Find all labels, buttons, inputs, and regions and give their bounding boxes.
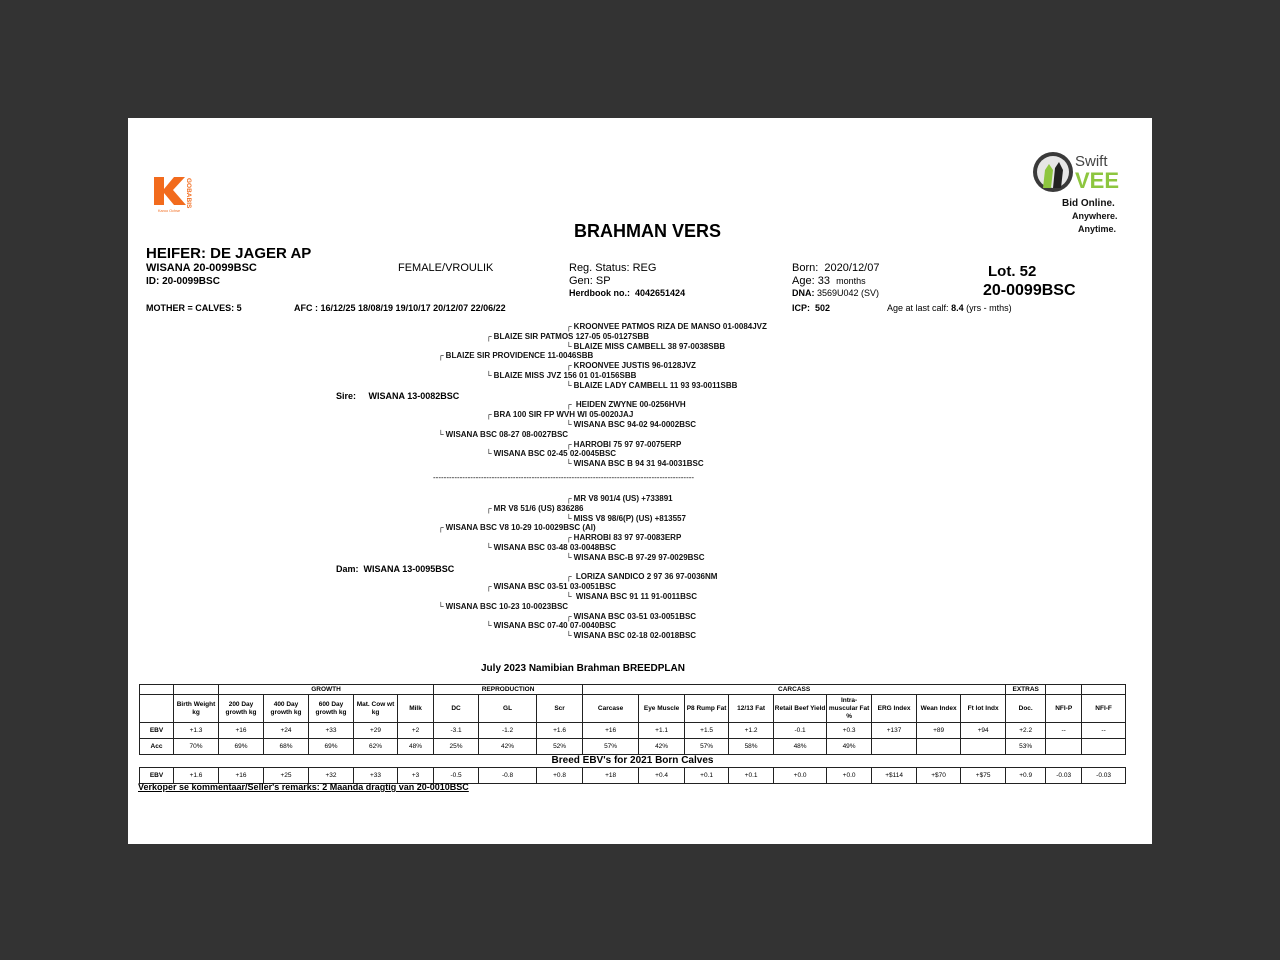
svg-text:GOBABIS: GOBABIS: [185, 178, 192, 209]
herdbook-number: 4042651424: [635, 288, 686, 298]
pedigree-ancestor: [566, 342, 725, 351]
table-cell: 57%: [583, 739, 639, 755]
pedigree-ancestor: [566, 459, 704, 468]
table-cell: +25: [264, 768, 309, 784]
table-cell: 57%: [685, 739, 729, 755]
table-cell: 49%: [827, 739, 872, 755]
column-header: Ft lot Indx: [961, 695, 1006, 723]
dna: [792, 288, 879, 298]
table-cell: +18: [583, 768, 639, 784]
breedplan-table: [139, 684, 1126, 784]
age-last-calf: [887, 303, 1012, 313]
pedigree-ancestor: [486, 543, 616, 552]
group-header: [1046, 685, 1082, 695]
column-header: Intra-muscular Fat %: [827, 695, 872, 723]
table-cell: +32: [309, 768, 354, 784]
icp-label: ICP:: [792, 303, 810, 313]
table-cell: +1.2: [729, 723, 774, 739]
pedigree-ancestor: [566, 440, 681, 449]
group-header: [140, 685, 174, 695]
table-cell: +89: [917, 723, 961, 739]
table-cell: +2.2: [1006, 723, 1046, 739]
ancestor-name: BLAIZE MISS JVZ 156 01 01-0156SBB: [493, 371, 637, 380]
table-cell: +1.5: [685, 723, 729, 739]
sire: [336, 391, 459, 401]
age-last-calf-value: 8.4: [951, 303, 964, 313]
ancestor-name: WISANA BSC 07-40 07-0040BSC: [493, 621, 617, 631]
ancestor-name: MR V8 51/6 (US) 836286: [493, 503, 584, 513]
bracket-bottom-icon: └: [438, 429, 444, 439]
bracket-bottom-icon: └: [566, 592, 572, 601]
pedigree-ancestor: [438, 351, 593, 360]
svg-text:Swift: Swift: [1075, 153, 1108, 170]
svg-text:VEE: VEE: [1075, 168, 1120, 193]
born-date: 2020/12/07: [824, 262, 880, 274]
ancestor-name: KROONVEE PATMOS RIZA DE MANSO 01-0084JVZ: [573, 322, 767, 331]
pedigree-ancestor: [566, 361, 696, 370]
pedigree-ancestor: [566, 631, 696, 640]
bracket-top-icon: ┌: [486, 503, 492, 513]
table-cell: 53%: [1006, 739, 1046, 755]
table-cell: +16: [219, 723, 264, 739]
column-header: NFI-F: [1082, 695, 1126, 723]
ancestor-name: BRA 100 SIR FP WVH WI 05-0020JAJ: [493, 410, 634, 420]
dam-name: WISANA 13-0095BSC: [363, 564, 455, 574]
column-header: [140, 695, 174, 723]
svg-text:Anywhere.: Anywhere.: [1072, 211, 1118, 221]
pedigree-ancestor: [438, 523, 596, 532]
table-cell: --: [1082, 723, 1126, 739]
born-label: Born:: [792, 262, 819, 274]
column-header: 400 Day growth kg: [264, 695, 309, 723]
born: [792, 262, 879, 274]
bracket-bottom-icon: └: [486, 449, 492, 459]
herdbook-label: Herdbook no.:: [569, 288, 630, 298]
ancestor-name: WISANA BSC 02-18 02-0018BSC: [573, 631, 697, 641]
bracket-top-icon: ┌: [438, 351, 444, 361]
column-header: ERG Index: [872, 695, 917, 723]
ancestor-name: WISANA BSC-B 97-29 97-0029BSC: [573, 552, 705, 562]
svg-text:Karoo Ochse: Karoo Ochse: [158, 209, 181, 213]
group-header: GROWTH: [219, 685, 434, 695]
lot-id: 20-0099BSC: [983, 282, 1076, 299]
bracket-top-icon: ┌: [486, 331, 492, 341]
bracket-bottom-icon: └: [566, 341, 572, 351]
table-cell: 25%: [434, 739, 479, 755]
age-unit: months: [836, 276, 866, 286]
pedigree-ancestor: [566, 494, 673, 503]
table-cell: +137: [872, 723, 917, 739]
bracket-top-icon: ┌: [566, 494, 572, 503]
page-title: BRAHMAN VERS: [574, 221, 722, 241]
table-cell: +$114: [872, 768, 917, 784]
dam: [336, 564, 454, 574]
icp-value: 502: [815, 303, 831, 313]
table-cell: +$75: [961, 768, 1006, 784]
column-header: Doc.: [1006, 695, 1046, 723]
bracket-bottom-icon: └: [566, 631, 572, 641]
ancestor-name: KROONVEE JUSTIS 96-0128JVZ: [573, 361, 696, 371]
sire-name: WISANA 13-0082BSC: [368, 391, 460, 401]
dna-label: DNA:: [792, 288, 815, 298]
herdbook: [569, 288, 685, 298]
bracket-top-icon: ┌: [486, 582, 492, 592]
column-header: DC: [434, 695, 479, 723]
table-cell: +$70: [917, 768, 961, 784]
ancestor-name: WISANA BSC 03-51 03-0051BSC: [493, 582, 617, 592]
bracket-bottom-icon: └: [566, 459, 572, 469]
table-cell: +0.0: [827, 768, 872, 784]
animal-name: WISANA 20-0099BSC: [146, 262, 257, 274]
column-header: GL: [479, 695, 537, 723]
bracket-top-icon: ┌: [566, 361, 572, 371]
column-header: Milk: [398, 695, 434, 723]
table-cell: 70%: [174, 739, 219, 755]
bracket-top-icon: ┌: [566, 400, 572, 410]
ancestor-name: WISANA BSC 10-23 10-0023BSC: [445, 601, 569, 611]
table-cell: +29: [354, 723, 398, 739]
column-header: 600 Day growth kg: [309, 695, 354, 723]
pedigree-ancestor: [486, 449, 616, 458]
ancestor-name: BLAIZE MISS CAMBELL 38 97-0038SBB: [573, 341, 726, 351]
pedigree-ancestor: [566, 420, 696, 429]
bracket-top-icon: ┌: [566, 439, 572, 449]
table-cell: +0.0: [774, 768, 827, 784]
sire-label: Sire:: [336, 391, 357, 401]
pedigree-ancestor: [486, 504, 584, 513]
column-header: Retail Beef Yield: [774, 695, 827, 723]
table-cell: +0.1: [729, 768, 774, 784]
pedigree-divider: --------------------------------------------------------------------------------------------------: [433, 473, 695, 482]
table-cell: +33: [309, 723, 354, 739]
pedigree-ancestor: [486, 621, 616, 630]
ancestor-name: MR V8 901/4 (US) +733891: [573, 494, 673, 503]
table-cell: -3.1: [434, 723, 479, 739]
animal-id: ID: 20-0099BSC: [146, 276, 220, 287]
bracket-bottom-icon: └: [486, 371, 492, 380]
table-row: [140, 723, 1126, 739]
table-cell: +16: [583, 723, 639, 739]
age-value: 33: [817, 275, 830, 287]
age-last-calf-label: Age at last calf:: [887, 303, 949, 313]
table-cell: -0.8: [479, 768, 537, 784]
column-header: Carcase: [583, 695, 639, 723]
table-cell: 69%: [309, 739, 354, 755]
bracket-top-icon: ┌: [566, 611, 572, 621]
table-cell: [1046, 739, 1082, 755]
swiftvee-logo: [1031, 148, 1121, 238]
svg-text:Bid Online.: Bid Online.: [1062, 198, 1115, 209]
bracket-bottom-icon: └: [566, 513, 572, 523]
table-cell: 48%: [398, 739, 434, 755]
pedigree-ancestor: [566, 400, 686, 409]
column-header: Wean Index: [917, 695, 961, 723]
bracket-bottom-icon: └: [486, 621, 492, 631]
table-cell: 68%: [264, 739, 309, 755]
ancestor-name: WISANA BSC 02-45 02-0045BSC: [493, 449, 617, 459]
column-header: Eye Muscle: [639, 695, 685, 723]
row-label: EBV: [140, 723, 174, 739]
column-header: NFI-P: [1046, 695, 1082, 723]
row-label: Acc: [140, 739, 174, 755]
group-header: EXTRAS: [1006, 685, 1046, 695]
breed-ebv-title: Breed EBV's for 2021 Born Calves: [551, 755, 714, 766]
ancestor-name: WISANA BSC 94-02 94-0002BSC: [573, 420, 697, 429]
bracket-top-icon: ┌: [566, 572, 572, 582]
age-last-calf-unit: (yrs - mths): [966, 303, 1012, 313]
bracket-bottom-icon: └: [566, 380, 572, 390]
column-header: 200 Day growth kg: [219, 695, 264, 723]
bracket-top-icon: ┌: [566, 322, 572, 331]
ancestor-name: WISANA BSC V8 10-29 10-0029BSC (AI): [445, 523, 596, 533]
bracket-bottom-icon: └: [438, 601, 444, 611]
pedigree-ancestor: [438, 602, 568, 611]
table-cell: +94: [961, 723, 1006, 739]
bracket-top-icon: ┌: [486, 410, 492, 420]
ancestor-name: BLAIZE SIR PATMOS 127-05 05-0127SBB: [493, 331, 649, 341]
ancestor-name: HEIDEN ZWYNE 00-0256HVH: [573, 400, 686, 410]
mother-calves: MOTHER = CALVES: 5: [146, 303, 242, 313]
ancestor-name: LORIZA SANDICO 2 97 36 97-0036NM: [573, 572, 718, 582]
pedigree-ancestor: [486, 371, 636, 380]
table-cell: -0.03: [1046, 768, 1082, 784]
ancestor-name: WISANA BSC 03-48 03-0048BSC: [493, 543, 617, 552]
breedplan-title: July 2023 Namibian Brahman BREEDPLAN: [481, 663, 685, 674]
table-cell: +1.6: [174, 768, 219, 784]
lot-number: Lot. 52: [988, 263, 1037, 280]
column-header: Mat. Cow wt kg: [354, 695, 398, 723]
group-header: REPRODUCTION: [434, 685, 583, 695]
pedigree-ancestor: [566, 612, 696, 621]
pedigree-ancestor: [566, 381, 737, 390]
pedigree-ancestor: [566, 572, 717, 581]
table-cell: --: [1046, 723, 1082, 739]
pedigree-ancestor: [566, 592, 697, 601]
dna-value: 3569U042 (SV): [817, 288, 880, 298]
ancestor-name: WISANA BSC 08-27 08-0027BSC: [445, 429, 569, 439]
table-cell: +1.6: [537, 723, 583, 739]
ancestor-name: WISANA BSC 91 11 91-0011BSC: [573, 592, 697, 601]
pedigree-ancestor: [486, 332, 649, 341]
table-cell: 58%: [729, 739, 774, 755]
bracket-top-icon: ┌: [566, 533, 572, 543]
table-cell: +2: [398, 723, 434, 739]
column-header: Birth Weight kg: [174, 695, 219, 723]
column-header: P8 Rump Fat: [685, 695, 729, 723]
gen: Gen: SP: [569, 275, 611, 287]
table-cell: 42%: [479, 739, 537, 755]
table-cell: +0.3: [827, 723, 872, 739]
pedigree-ancestor: [486, 410, 633, 419]
svg-text:Anytime.: Anytime.: [1078, 224, 1117, 234]
age-label: Age:: [792, 275, 815, 287]
dam-label: Dam:: [336, 564, 359, 574]
table-cell: 48%: [774, 739, 827, 755]
group-header: [174, 685, 219, 695]
pedigree-ancestor: [566, 514, 686, 523]
pedigree-ancestor: [566, 322, 767, 331]
column-header: 12/13 Fat: [729, 695, 774, 723]
pedigree-ancestor: [486, 582, 616, 591]
bracket-bottom-icon: └: [566, 552, 572, 562]
table-cell: -1.2: [479, 723, 537, 739]
ancestor-name: WISANA BSC B 94 31 94-0031BSC: [573, 459, 704, 469]
table-cell: +33: [354, 768, 398, 784]
icp: [792, 303, 830, 313]
table-cell: 69%: [219, 739, 264, 755]
table-cell: [917, 739, 961, 755]
table-cell: [872, 739, 917, 755]
gobabis-logo: [152, 175, 202, 215]
table-cell: +3: [398, 768, 434, 784]
pedigree-ancestor: [566, 553, 705, 562]
ancestor-name: BLAIZE LADY CAMBELL 11 93 93-0011SBB: [573, 380, 738, 390]
ancestor-name: HARROBI 83 97 97-0083ERP: [573, 533, 682, 543]
column-header: Scr: [537, 695, 583, 723]
bracket-bottom-icon: └: [566, 420, 572, 429]
table-cell: [1082, 739, 1126, 755]
table-cell: -0.5: [434, 768, 479, 784]
table-row: [140, 739, 1126, 755]
afc-dates: AFC : 16/12/25 18/08/19 19/10/17 20/12/07 22/06/22: [294, 303, 506, 313]
table-cell: +16: [219, 768, 264, 784]
group-header: [1082, 685, 1126, 695]
reg-status: Reg. Status: REG: [569, 262, 657, 274]
table-cell: +1.1: [639, 723, 685, 739]
age: [792, 275, 866, 287]
table-cell: 52%: [537, 739, 583, 755]
bracket-top-icon: ┌: [438, 523, 444, 533]
table-cell: +0.1: [685, 768, 729, 784]
table-cell: [961, 739, 1006, 755]
row-label: EBV: [140, 768, 174, 784]
ancestor-name: BLAIZE SIR PROVIDENCE 11-0046SBB: [445, 351, 594, 361]
ancestor-name: MISS V8 98/6(P) (US) +813557: [573, 513, 686, 523]
table-cell: +24: [264, 723, 309, 739]
table-cell: +0.8: [537, 768, 583, 784]
animal-sex: FEMALE/VROULIK: [398, 262, 494, 274]
table-cell: -0.03: [1082, 768, 1126, 784]
bracket-bottom-icon: └: [486, 543, 492, 552]
table-cell: +0.9: [1006, 768, 1046, 784]
k-logo-icon: [152, 175, 202, 215]
document-page: [128, 118, 1152, 844]
handshake-icon: [1031, 148, 1121, 238]
table-cell: 62%: [354, 739, 398, 755]
ancestor-name: WISANA BSC 03-51 03-0051BSC: [573, 611, 697, 621]
pedigree-ancestor: [566, 533, 681, 542]
table-cell: -0.1: [774, 723, 827, 739]
ancestor-name: HARROBI 75 97 97-0075ERP: [573, 439, 682, 449]
group-header: CARCASS: [583, 685, 1006, 695]
table-cell: +0.4: [639, 768, 685, 784]
table-cell: 42%: [639, 739, 685, 755]
seller-remarks: Verkoper se kommentaar/Seller's remarks: 2 Maanda dragtig van 20-0010BSC: [138, 782, 469, 792]
table-cell: +1.3: [174, 723, 219, 739]
pedigree-ancestor: [438, 430, 568, 439]
animal-heading: HEIFER: DE JAGER AP: [146, 245, 312, 262]
